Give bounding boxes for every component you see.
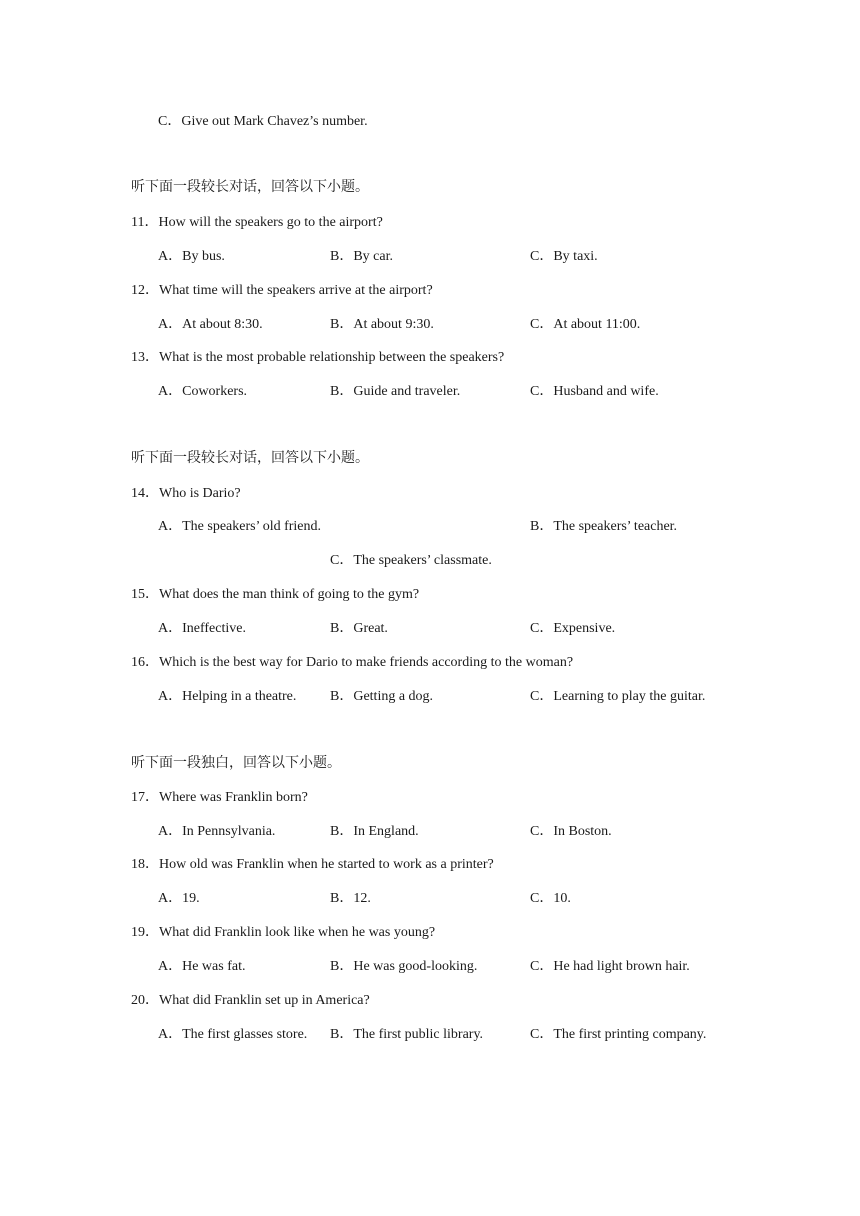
option-a: A．In Pennsylvania. (158, 824, 276, 839)
option-c: C．At about 11:00. (530, 317, 641, 332)
question-stem: 18．How old was Franklin when he started to work as a printer? (131, 857, 494, 872)
option-b: B．Guide and traveler. (330, 384, 461, 399)
question-stem: 17．Where was Franklin born? (131, 790, 308, 805)
option-a: A．The speakers’ old friend. (158, 519, 322, 534)
option-c: C．Husband and wife. (530, 384, 659, 399)
question-stem: 12．What time will the speakers arrive at the airport? (131, 283, 433, 298)
option-b: B．12. (330, 891, 371, 906)
option-b: B．Getting a dog. (330, 689, 434, 704)
option-a: A．At about 8:30. (158, 317, 263, 332)
question-stem: 13．What is the most probable relationship between the speakers? (131, 350, 505, 365)
section-instruction: 听下面一段较长对话，回答以下小题。 (131, 451, 369, 466)
option-b: B．At about 9:30. (330, 317, 434, 332)
option-a: A．Coworkers. (158, 384, 248, 399)
section-instruction: 听下面一段较长对话，回答以下小题。 (131, 180, 369, 195)
option-b: B．Great. (330, 621, 388, 636)
section-instruction: 听下面一段独白，回答以下小题。 (131, 756, 341, 771)
question-stem: 16．Which is the best way for Dario to make friends according to the woman? (131, 655, 574, 670)
option-c: C．Learning to play the guitar. (530, 689, 706, 704)
option-c: C．By taxi. (530, 249, 598, 264)
option-c: C．10. (530, 891, 571, 906)
option-a: A．Ineffective. (158, 621, 246, 636)
option-c: C．The first printing company. (530, 1027, 707, 1042)
option-a: A．He was fat. (158, 959, 246, 974)
option-c: C．In Boston. (530, 824, 612, 839)
previous-option-c: C．Give out Mark Chavez’s number. (158, 114, 368, 129)
question-stem: 14．Who is Dario? (131, 486, 241, 501)
option-c: C．Expensive. (530, 621, 616, 636)
option-b: B．He was good-looking. (330, 959, 478, 974)
option-a: A．Helping in a theatre. (158, 689, 297, 704)
question-stem: 15．What does the man think of going to the gym? (131, 587, 420, 602)
option-b: B．In England. (330, 824, 419, 839)
option-c: C．He had light brown hair. (530, 959, 690, 974)
question-stem: 19．What did Franklin look like when he was young? (131, 925, 436, 940)
question-stem: 20．What did Franklin set up in America? (131, 993, 370, 1008)
option-b: B．The speakers’ teacher. (530, 519, 678, 534)
option-b: B．The first public library. (330, 1027, 484, 1042)
option-c: C．The speakers’ classmate. (330, 553, 492, 568)
option-a: A．19. (158, 891, 200, 906)
option-a: A．The first glasses store. (158, 1027, 308, 1042)
option-a: A．By bus. (158, 249, 225, 264)
question-stem: 11．How will the speakers go to the airport? (131, 215, 383, 230)
option-b: B．By car. (330, 249, 393, 264)
